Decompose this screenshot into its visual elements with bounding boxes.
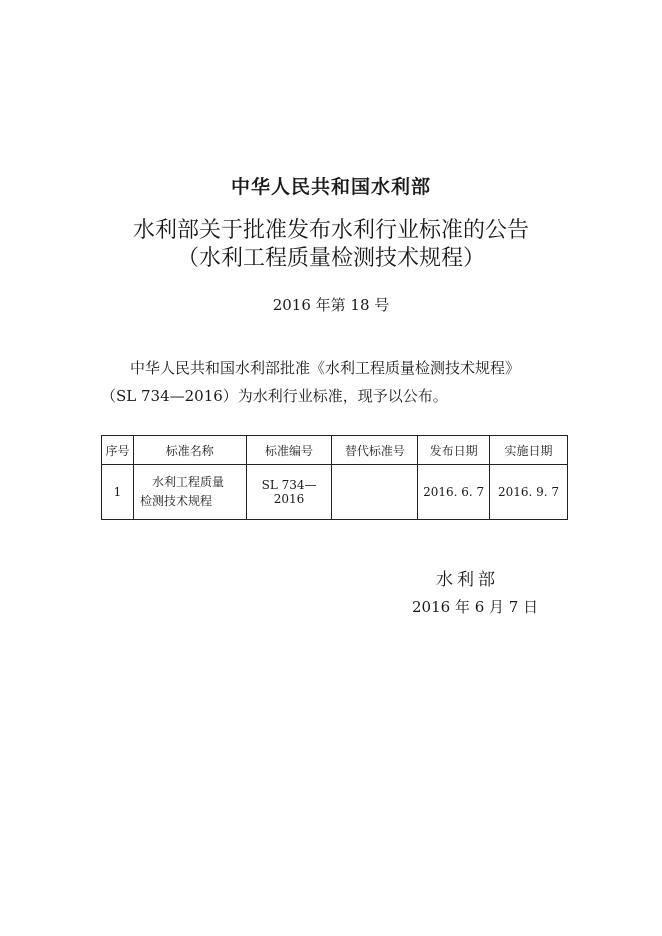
standard-name-line-2: 检测技术规程 [139,494,212,508]
body-paragraph-line-1: 中华人民共和国水利部批准《水利工程质量检测技术规程》 [130,359,521,377]
ministry-name: 中华人民共和国水利部 [230,176,431,198]
header-index: 序号 [102,436,134,465]
notice-subtitle: （水利工程质量检测技术规程） [176,246,485,271]
header-publish-date: 发布日期 [418,436,490,465]
body-paragraph-line-2: （SL 734—2016）为水利行业标准，现予以公布。 [101,387,448,405]
header-effective-date: 实施日期 [490,436,568,465]
table-row [102,465,568,520]
standards-table [101,435,568,520]
header-replaced-code: 替代标准号 [332,436,418,465]
standard-name-line-1: 水利工程质量 [151,475,224,489]
notice-title: 水利部关于批准发布水利行业标准的公告 [132,218,529,243]
header-standard-code: 标准编号 [246,436,332,465]
signature-org: 水利部 [436,570,499,590]
cell-replaced-code [332,465,418,520]
document-number: 2016 年第 18 号 [272,296,390,314]
table-header-row [102,436,568,465]
cell-standard-name [133,465,246,520]
cell-publish-date: 2016. 6. 7 [418,465,490,520]
cell-effective-date: 2016. 9. 7 [490,465,568,520]
cell-index: 1 [102,465,134,520]
header-standard-name: 标准名称 [133,436,246,465]
signature-date: 2016 年 6 月 7 日 [412,598,539,616]
cell-standard-code: SL 734—2016 [246,465,332,520]
